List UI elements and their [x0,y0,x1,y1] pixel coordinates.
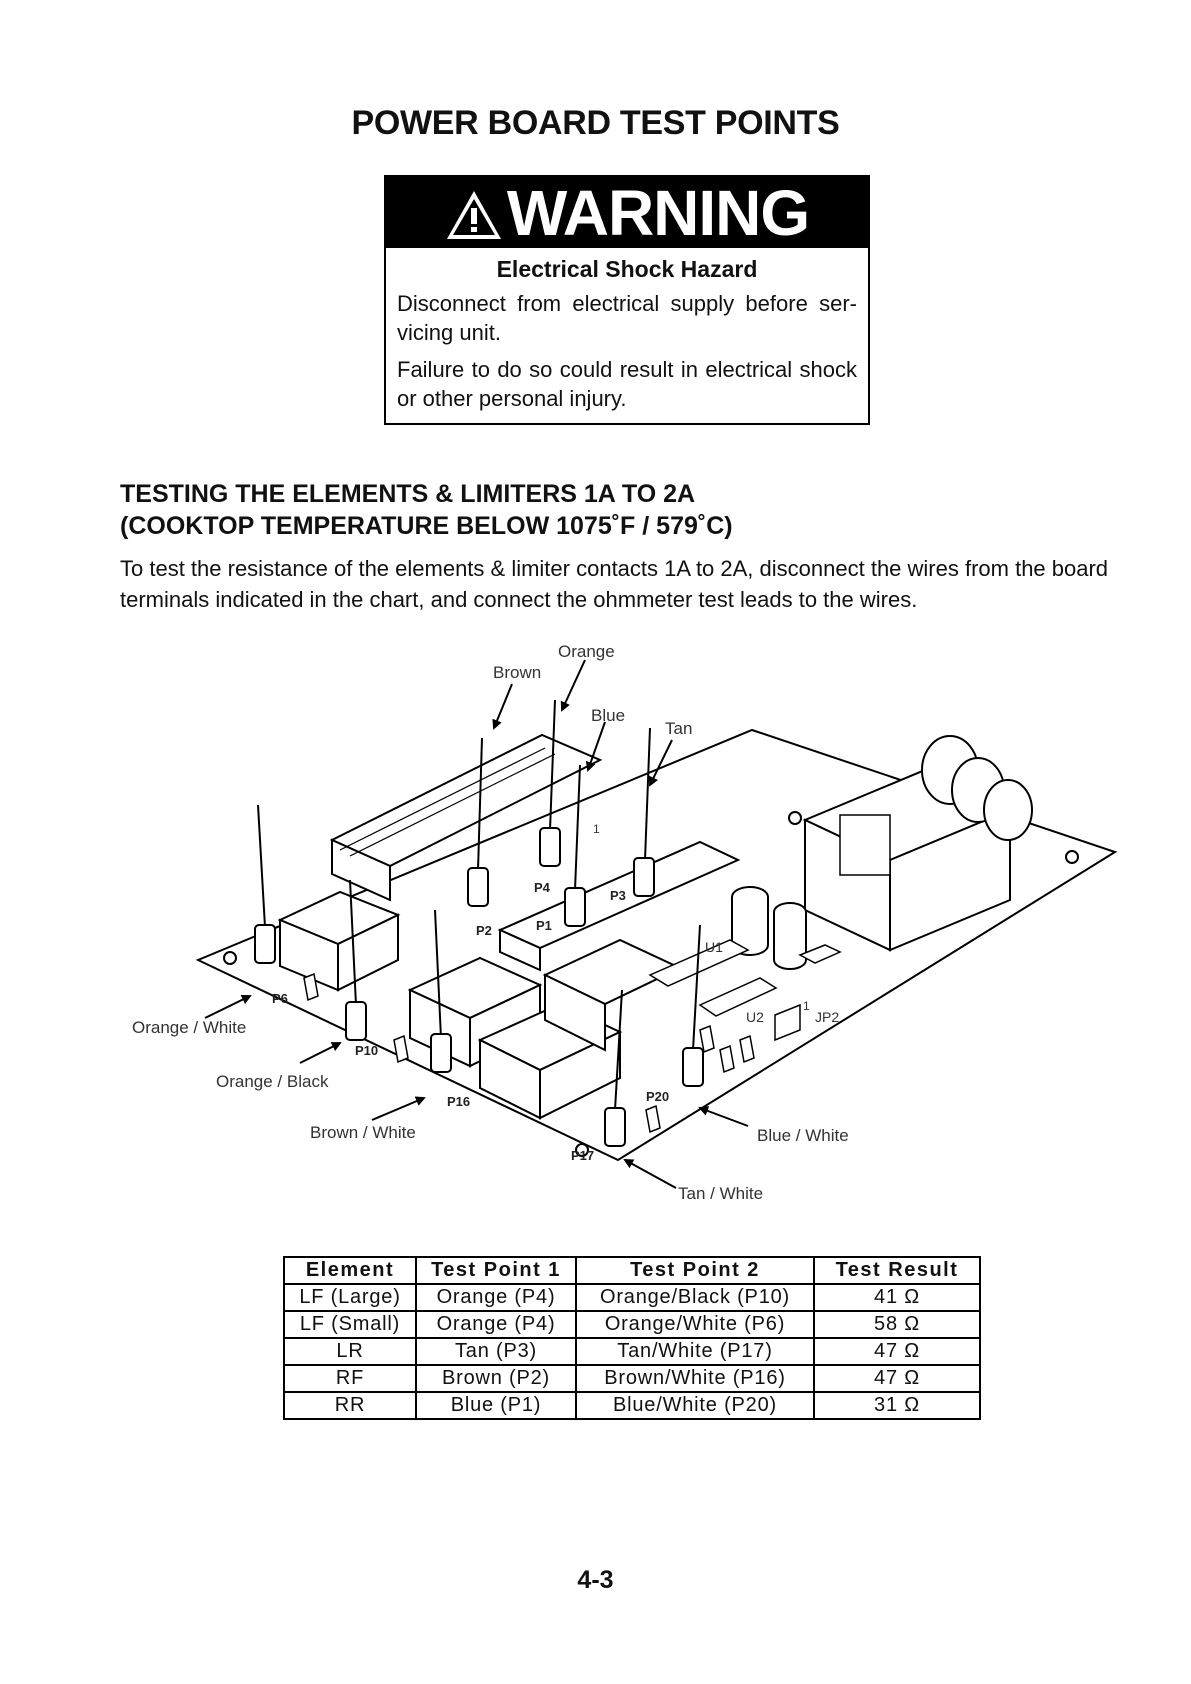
section-title-line-1: TESTING THE ELEMENTS & LIMITERS 1A TO 2A [120,480,696,508]
table-cell: LF (Small) [284,1311,416,1338]
connector-p16-label: P16 [447,1094,471,1109]
table-cell: LF (Large) [284,1284,416,1311]
table-row [284,1365,980,1392]
table-row [284,1284,980,1311]
page-number: 4-3 [577,1566,614,1594]
column-header: Test Result [814,1257,980,1284]
wire-label-orange-white: Orange / White [132,1018,247,1037]
table-cell: Tan/White (P17) [576,1338,814,1365]
table-cell: 41 Ω [814,1284,980,1311]
table-cell: Orange (P4) [416,1311,576,1338]
section-title-line-2: (COOKTOP TEMPERATURE BELOW 1075˚F / 579˚C) [120,512,733,540]
warning-header [386,177,868,248]
table-row [284,1311,980,1338]
connector-p6-label: P6 [272,991,288,1006]
table-cell: Blue (P1) [416,1392,576,1419]
table-cell: 47 Ω [814,1338,980,1365]
header-jp2-label: JP2 [815,1009,840,1025]
connector-p1-label: P1 [536,918,552,933]
table-cell: 58 Ω [814,1311,980,1338]
column-header: Test Point 2 [576,1257,814,1284]
table-cell: Blue/White (P20) [576,1392,814,1419]
warning-paragraph-1: Disconnect from electrical supply before ser-vicing unit. [397,291,857,345]
wire-label-orange-black: Orange / Black [216,1072,329,1091]
chip-u2-label: U2 [746,1009,764,1025]
wire-label-blue-white: Blue / White [757,1126,849,1145]
wire-label-tan-white: Tan / White [678,1184,764,1203]
table-cell: 31 Ω [814,1392,980,1419]
connector-p20-label: P20 [646,1089,670,1104]
table-cell: RF [284,1365,416,1392]
connector-p2-label: P2 [476,923,492,938]
table-cell: Orange/Black (P10) [576,1284,814,1311]
warning-paragraph-2: Failure to do so could result in electrical shock or other personal injury. [397,357,857,411]
column-header: Element [284,1257,416,1284]
connector-p10-label: P10 [355,1043,379,1058]
column-header: Test Point 1 [416,1257,576,1284]
table-cell: Orange/White (P6) [576,1311,814,1338]
table-cell: RR [284,1392,416,1419]
table-cell: Tan (P3) [416,1338,576,1365]
warning-box [384,175,870,425]
section-intro: To test the resistance of the elements & limiter contacts 1A to 2A, disconnect the wires from the board terminals indicated in the chart, and connect the ohmmeter test leads to the wires. [120,556,1109,612]
chip-u1-label: U1 [705,939,723,955]
pin-1-label: 1 [593,822,600,836]
pin-1-label: 1 [803,999,810,1013]
table-cell: Brown (P2) [416,1365,576,1392]
connector-p17-label: P17 [571,1148,595,1163]
wire-label-orange: Orange [558,642,615,661]
wire-label-brown-white: Brown / White [310,1123,416,1142]
table-cell: 47 Ω [814,1365,980,1392]
connector-p3-label: P3 [610,888,626,903]
table-row [284,1392,980,1419]
connector-p4-label: P4 [534,880,550,895]
table-cell: Orange (P4) [416,1284,576,1311]
table-header-row [284,1257,980,1284]
warning-heading: WARNING [506,176,810,249]
warning-subheading: Electrical Shock Hazard [496,256,758,282]
table-cell: LR [284,1338,416,1365]
wire-label-brown: Brown [493,663,542,682]
wire-label-blue: Blue [591,706,626,725]
warning-triangle-icon [445,189,503,241]
page-title: POWER BOARD TEST POINTS [351,104,840,142]
table-row [284,1338,980,1365]
section-title [120,478,733,542]
table-cell: Brown/White (P16) [576,1365,814,1392]
test-results-table [283,1256,981,1420]
wire-label-tan: Tan [665,719,693,738]
power-board-diagram [0,620,1191,1220]
